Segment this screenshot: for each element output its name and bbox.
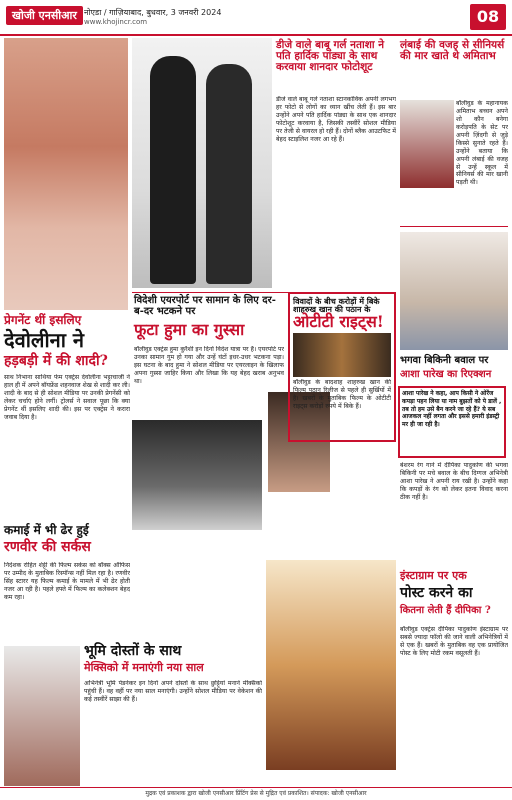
- ranveer-body: निर्देशक रोहित शेट्टी की फिल्म सर्कस को बॉक्स ऑफिस पर उम्मीद के मुताबिक रिस्पॉन्स नहीं मिल रहा है। रणवीर सिंह स्टारर यह फिल्म कमाई के मामले में भी ढेर होती नजर आ रही है। पहले हफ्ते में फिल्म का कलेक्शन बेहद कम रहा।: [4, 562, 130, 601]
- bhumi-headline-line1: भूमि दोस्तों के साथ: [84, 643, 182, 659]
- asha-headline-line1: भगवा बिकिनी बवाल पर: [400, 355, 489, 366]
- huma-kicker: विदेशी एयरपोर्ट पर सामान के लिए दर-ब-दर भटकने पर: [134, 295, 276, 317]
- pathaan-body: बॉलीवुड के बादशाह शाहरुख खान की फिल्म पठान रिलीज से पहले ही सुर्खियों में है। खबरों के मुताबिक फिल्म के ओटीटी राइट्स करोड़ों रुपये में बिके हैं।: [293, 378, 391, 410]
- deepika-body: बॉलीवुड एक्ट्रेस दीपिका पादुकोण इंस्टाग्राम पर सबसे ज्यादा फॉलो की जाने वाली अभिनेत्रियों में से एक हैं। खबरों के मुताबिक वह एक प्रायोजित पोस्ट के लिए मोटी रकम वसूलती हैं।: [400, 626, 508, 657]
- natasha-headline: डीजे वाले बाबू गर्ल नताशा ने पति हार्दिक पांड्या के साथ करवाया शानदार फोटोशूट: [276, 39, 385, 74]
- devoleena-headline-line3: हड़बड़ी में की शादी?: [4, 353, 108, 369]
- ranveer-headline-line1: कमाई में भी ढेर हुई: [4, 523, 89, 537]
- pathaan-poster: [293, 333, 391, 377]
- amitabh-photo: [400, 100, 454, 188]
- divider: [400, 226, 508, 227]
- devoleena-photo: [4, 38, 128, 310]
- person-silhouette: [206, 64, 252, 284]
- deepika-headline-line2: पोस्ट करने का: [400, 585, 473, 601]
- natasha-body: डीजे वाले बाबू गर्ल नताशा स्टानकोविक अपनी लगभग हर फोटो से लोगों का ध्यान खींच लेती हैं। इस बार उन्होंने अपने पति हार्दिक पांड्या के साथ एक शानदार फोटोशूट करवाया है, जिसकी तस्वीरें सोशल मीडिया पर तेजी से वायरल हो रही हैं। दोनों ब्लैक आउटफिट में बेहद स्टाइलिश नजर आ रहे हैं।: [276, 96, 396, 143]
- asha-headline-line2: आशा पारेख का रिएक्शन: [400, 369, 492, 380]
- pathaan-headline: ओटीटी राइट्स!: [293, 311, 384, 331]
- ranveer-headline-line2: रणवीर की सर्कस: [4, 539, 91, 555]
- devoleena-body: साथ निभाना साथिया फेम एक्ट्रेस देवोलीना भट्टाचार्जी ने हाल ही में अपने बॉयफ्रेंड शहनवाज शेख से शादी कर ली। शादी के बाद से ही सोशल मीडिया पर उनकी प्रेगनेंसी को लेकर चर्चाएं होने लगीं। ट्रोलर्स ने सवाल पूछा कि क्या प्रेगनेंट थीं इसलिए शादी की। इस पर एक्ट्रेस ने करारा जवाब दिया है।: [4, 374, 130, 421]
- brand-name: खोजी एनसीआर: [6, 6, 83, 25]
- bhumi-photo: [4, 646, 80, 786]
- deepika-headline-line1: इंस्टाग्राम पर एक: [400, 569, 467, 582]
- devoleena-headline-line1: प्रेगनेंट थीं इसलिए: [4, 313, 82, 327]
- masthead: [0, 0, 512, 36]
- huma-body: बॉलीवुड एक्ट्रेस हुमा कुरैशी इन दिनों विदेश यात्रा पर हैं। एयरपोर्ट पर उनका सामान गुम हो गया और उन्हें घंटों इधर-उधर भटकना पड़ा। इस घटना के बाद हुमा ने सोशल मीडिया पर एयरलाइन के खिलाफ अपना गुस्सा जाहिर किया और लिखा कि यह बेहद खराब अनुभव था।: [134, 346, 284, 385]
- pathaan-box: [288, 292, 396, 442]
- date-line: नोएडा / गाज़ियाबाद, बुधवार, 3 जनवरी 2024: [84, 8, 222, 17]
- deepika-headline-line3: कितना लेती हैं दीपिका ?: [400, 605, 491, 616]
- pathaan-kicker: विवादों के बीच करोड़ों में बिके शाहरुख खान की पठान के: [293, 296, 380, 315]
- amitabh-headline: लंबाई की वजह से सीनियर्स की मार खाते थे अमिताभ: [400, 39, 505, 63]
- asha-quote: आशा पारेख ने कहा, आप किसी ने ओरेंज कपड़ा पहन लिया या नाम बुझतों को पे डालें , तब तो हम उसे बैन करने जा रहे हैं? ये सब आजकल नहीं लगता और इससे हमारी इंडस्ट्री मर ही जा रही है।: [402, 390, 502, 429]
- devoleena-headline-line2: देवोलीना ने: [4, 328, 85, 352]
- person-silhouette: [150, 56, 196, 284]
- natasha-hardik-photo: [132, 38, 272, 288]
- bhumi-headline-line2: मेक्सिको में मनाएंगी नया साल: [84, 661, 204, 674]
- amitabh-body: बॉलीवुड के महानायक अमिताभ बच्चन अपने शो कौन बनेगा करोड़पति के सेट पर अपनी ज़िंदगी से जुड़े किस्से सुनाते रहते हैं। उन्होंने बताया कि अपनी लंबाई की वजह से उन्हें स्कूल में सीनियर्स की मार खानी पड़ती थी।: [456, 100, 508, 187]
- bhumi-body: अभिनेत्री भूमि पेडनेकर इन दिनों अपने दोस्तों के साथ छुट्टियां मनाने मेक्सिको पहुंची हैं। वह वहीं पर नया साल मनाएंगी। उन्होंने सोशल मीडिया पर वेकेशन की कई तस्वीरें साझा की हैं।: [84, 680, 262, 703]
- ranveer-photo: [132, 420, 262, 530]
- page-number: 08: [470, 4, 506, 30]
- asha-body: बेशरम रंग गाने में दीपिका पादुकोण की भगवा बिकिनी पर मचे बवाल के बीच दिग्गज अभिनेत्री आशा पारेख ने अपनी राय रखी है। उन्होंने कहा कि कपड़ों के रंग को लेकर इतना विवाद करना ठीक नहीं है।: [400, 462, 508, 501]
- deepika-photo: [266, 560, 396, 770]
- huma-headline: फूटा हुमा का गुस्सा: [134, 320, 245, 339]
- footer: मुद्रक एवं प्रकाशक द्वारा खोजी एनसीआर प्रिंटिंग प्रेस से मुद्रित एवं प्रकाशित। संपादक: खोजी एनसीआर: [0, 787, 512, 800]
- asha-quote-box: [398, 386, 506, 458]
- website-line: www.khojincr.com: [84, 18, 148, 26]
- asha-parekh-photo: [400, 232, 508, 350]
